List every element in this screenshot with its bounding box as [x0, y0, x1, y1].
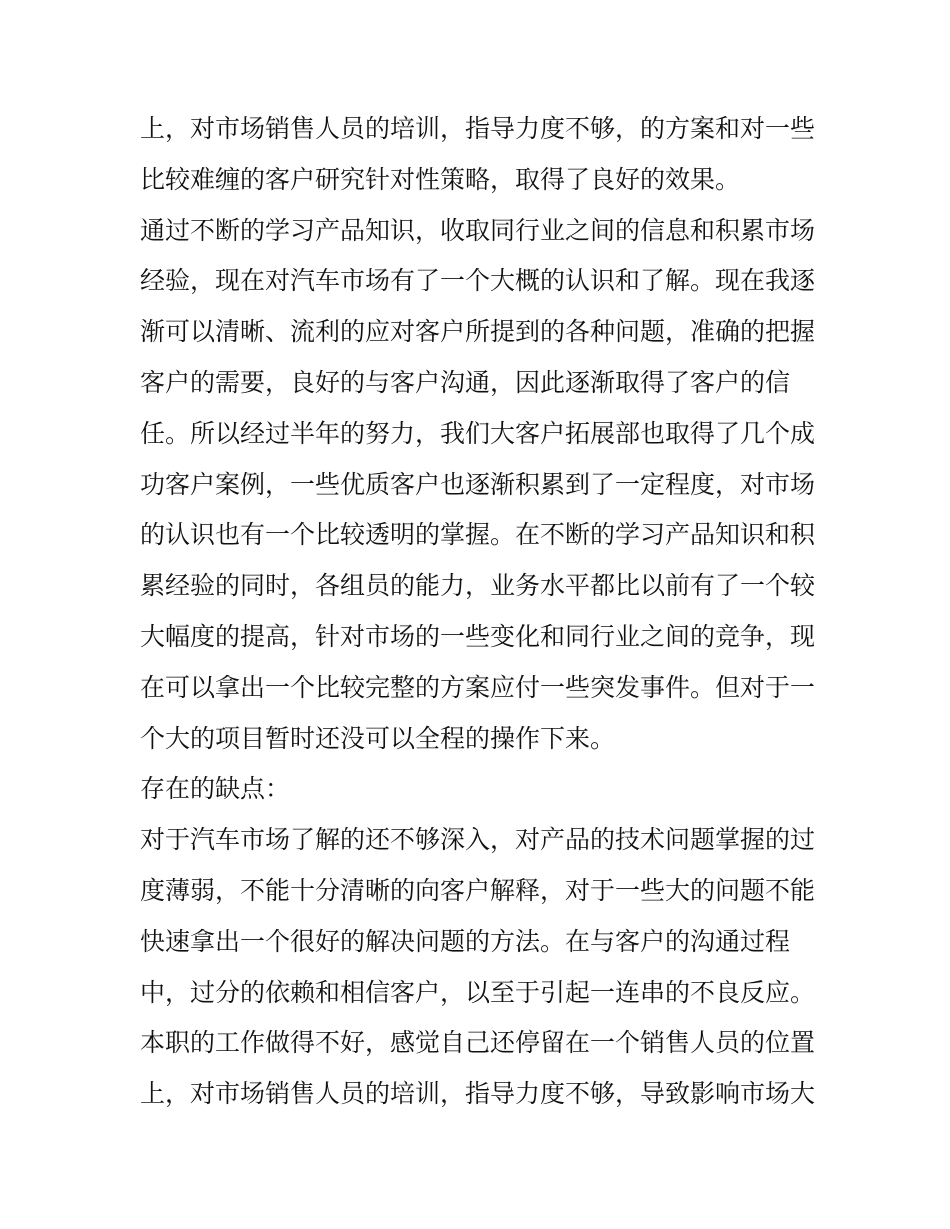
- text-line-9: 的认识也有一个比较透明的掌握。在不断的学习产品知识和积: [140, 520, 816, 550]
- text-line-17: 快速拿出一个很好的解决问题的方法。在与客户的沟通过程: [140, 926, 791, 956]
- text-line-1: 上，对市场销售人员的培训，指导力度不够，的方案和对一些: [140, 114, 816, 143]
- body-text: [140, 104, 820, 1120]
- text-line-6: 客户的需要，良好的与客户沟通，因此逐渐取得了客户的信: [140, 367, 791, 397]
- text-line-7: 任。所以经过半年的努力，我们大客户拓展部也取得了几个成: [140, 418, 816, 448]
- text-line-11: 大幅度的提高，针对市场的一些变化和同行业之间的竞争，现: [140, 621, 816, 651]
- text-line-12: 在可以拿出一个比较完整的方案应付一些突发事件。但对于一: [140, 672, 816, 702]
- text-line-18: 中，过分的依赖和相信客户，以至于引起一连串的不良反应。: [140, 977, 816, 1007]
- text-line-16: 度薄弱，不能十分清晰的向客户解释，对于一些大的问题不能: [140, 875, 816, 905]
- text-line-2: 比较难缠的客户研究针对性策略，取得了良好的效果。: [140, 164, 741, 194]
- section-heading-shortcomings: 存在的缺点：: [140, 774, 291, 804]
- text-line-13: 个大的项目暂时还没可以全程的操作下来。: [140, 723, 616, 753]
- text-line-4: 经验，现在对汽车市场有了一个大概的认识和了解。现在我逐: [140, 266, 816, 296]
- text-line-15: 对于汽车市场了解的还不够深入，对产品的技术问题掌握的过: [140, 825, 816, 855]
- text-line-20: 上，对市场销售人员的培训，指导力度不够，导致影响市场大: [140, 1079, 816, 1109]
- text-line-3: 通过不断的学习产品知识，收取同行业之间的信息和积累市场: [140, 215, 816, 245]
- text-line-19: 本职的工作做得不好，感觉自己还停留在一个销售人员的位置: [140, 1028, 816, 1058]
- text-line-8: 功客户案例，一些优质客户也逐渐积累到了一定程度，对市场: [140, 469, 816, 499]
- text-line-5: 渐可以清晰、流利的应对客户所提到的各种问题，准确的把握: [140, 317, 816, 347]
- text-line-10: 累经验的同时，各组员的能力，业务水平都比以前有了一个较: [140, 571, 816, 601]
